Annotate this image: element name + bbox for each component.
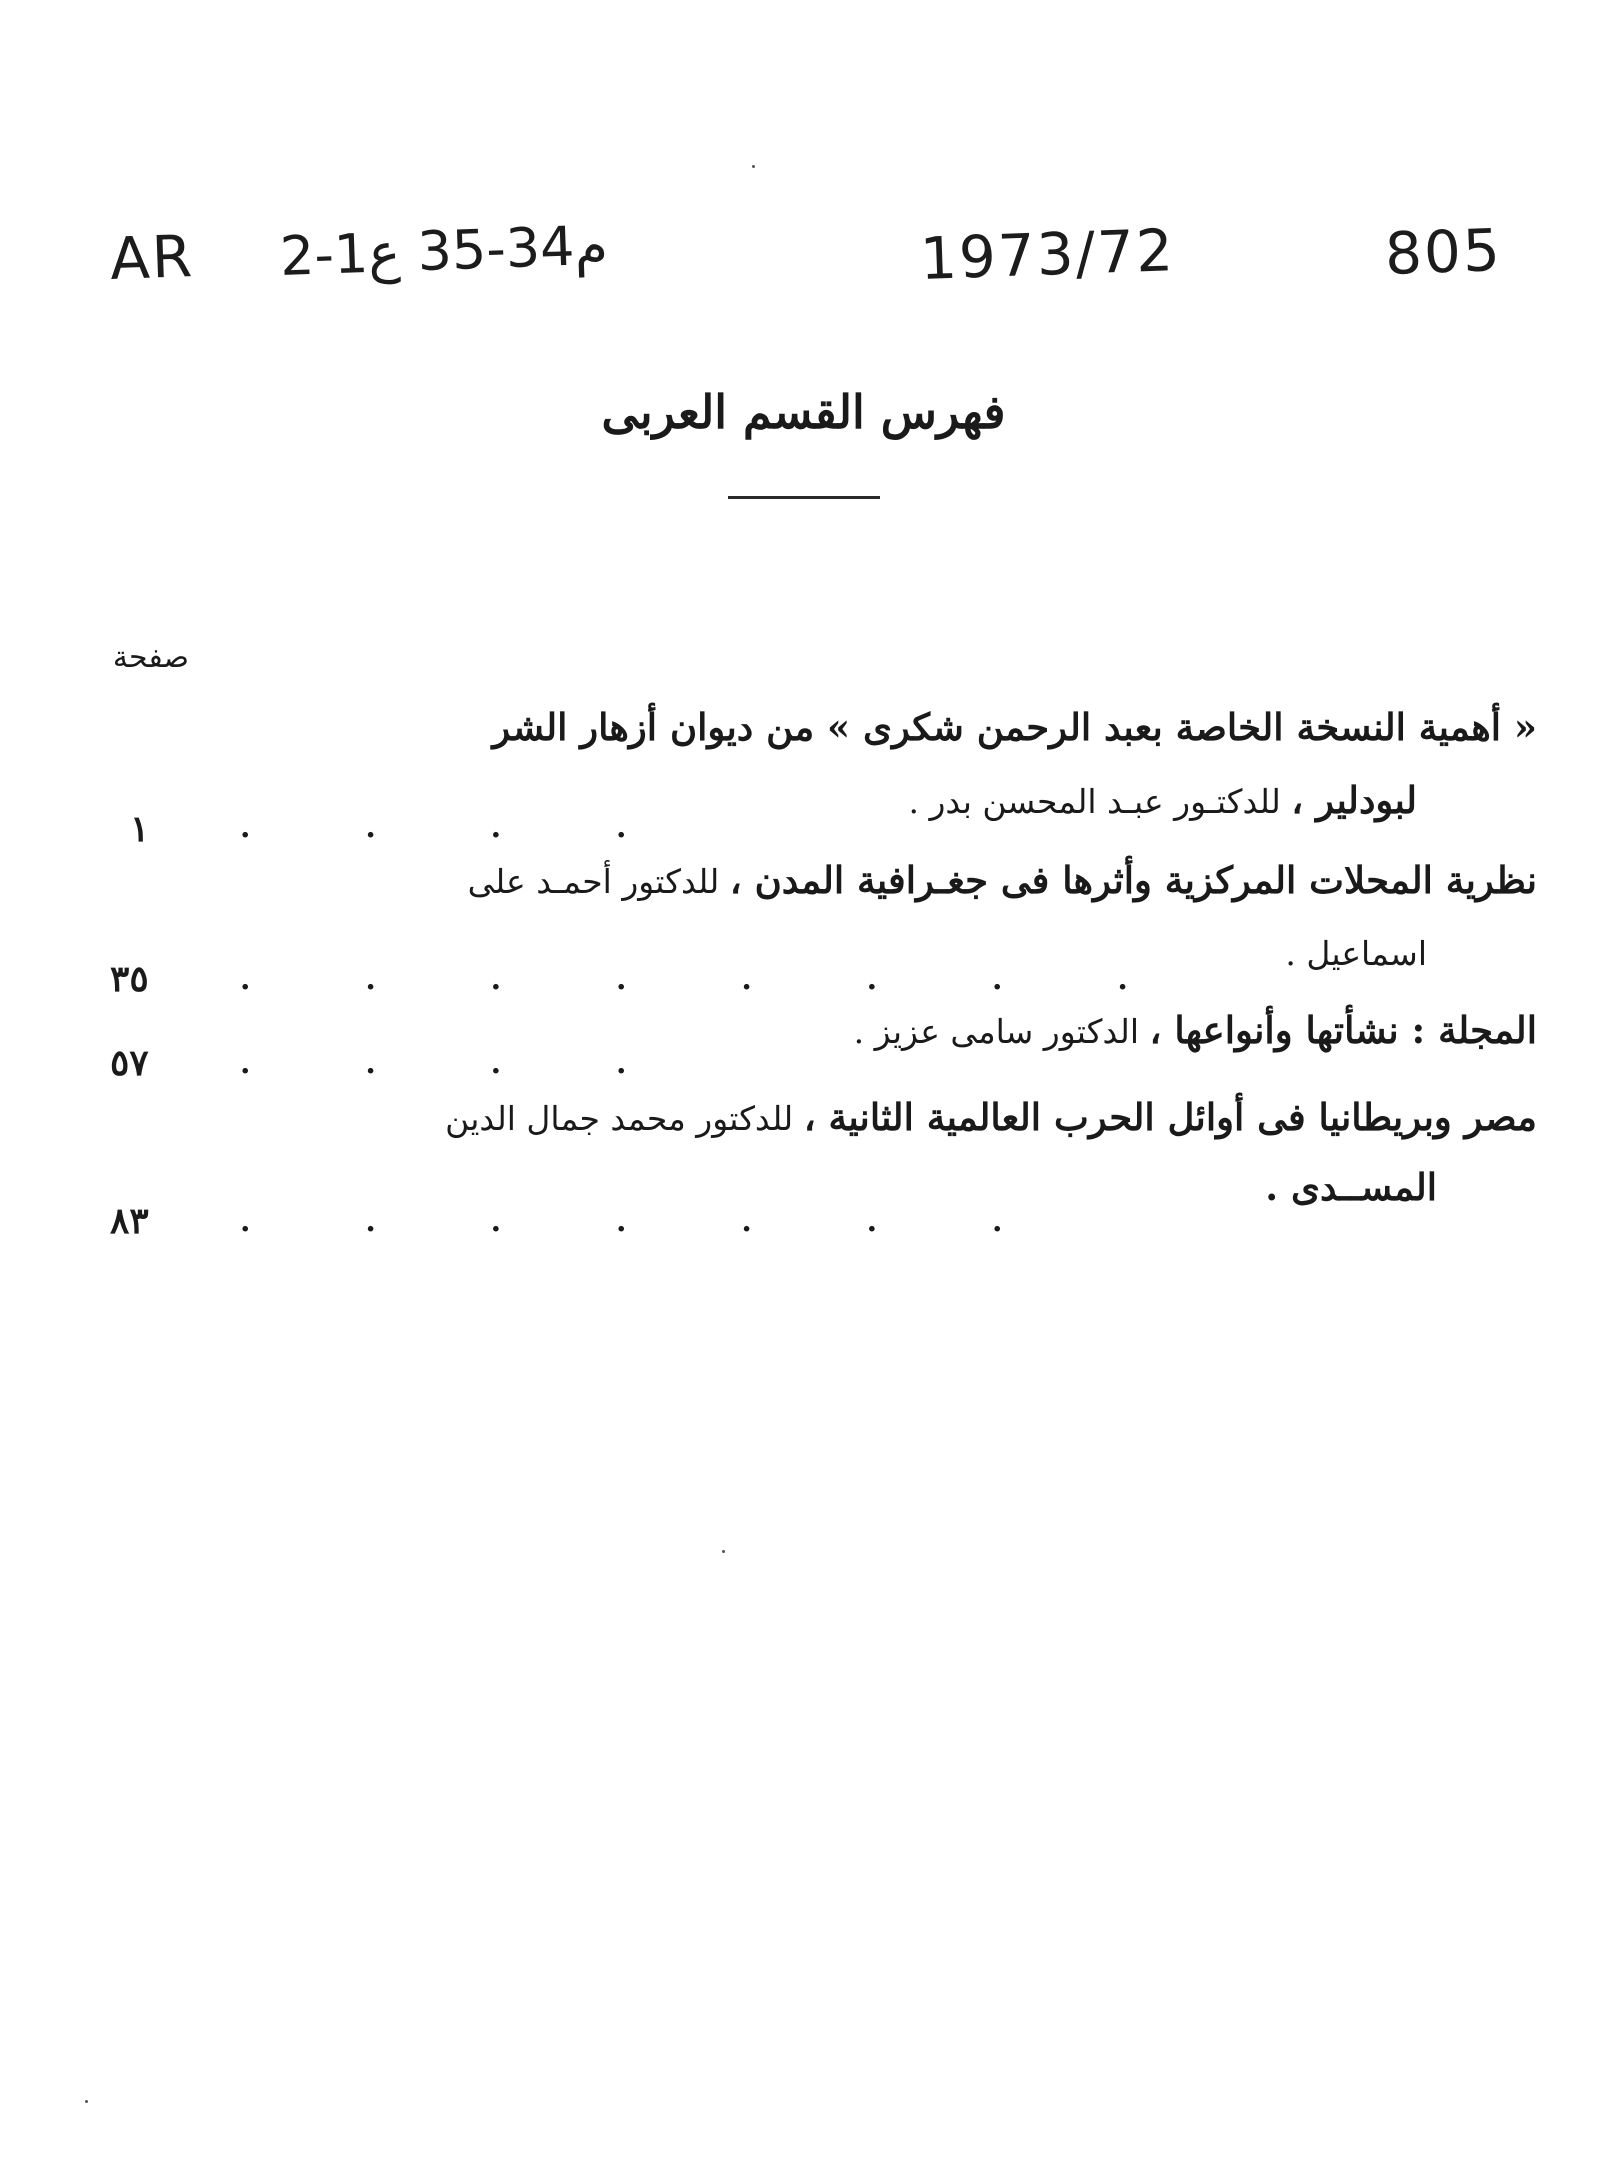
scan-speck xyxy=(722,1550,725,1553)
entry-2-page-number: ٣٥ xyxy=(110,958,149,1000)
handwritten-years: 1973/72 xyxy=(918,216,1176,293)
scan-speck xyxy=(85,2100,88,2103)
entry-1-leader-dots: . . . . xyxy=(240,810,627,845)
entry-3-title: المجلة : نشأتها وأنواعها ، xyxy=(1149,1008,1537,1052)
handwritten-number: 805 xyxy=(1383,215,1503,288)
page-column-label: صفحة xyxy=(112,640,189,675)
entry-4-author-part: للدكتور محمد جمال الدين xyxy=(445,1099,804,1138)
entry-4-line-2 xyxy=(1265,1165,1437,1209)
entry-2-author-part: للدكتور أحمـد على xyxy=(467,862,730,901)
entry-1-line-1 xyxy=(492,705,1537,749)
entry-4-leader-dots: . . . . . . . xyxy=(240,1204,1003,1239)
title-underline xyxy=(728,496,880,499)
entry-2-line-1 xyxy=(468,858,1537,902)
page-title: فهرس القسم العربى xyxy=(601,385,1006,439)
entry-3-author: الدكتور سامى عزيز . xyxy=(853,1012,1150,1051)
entry-3-leader-dots: . . . . xyxy=(240,1046,627,1081)
entry-1-title-end: لبودلير ، xyxy=(1291,778,1417,822)
entry-4-page-number: ٨٣ xyxy=(110,1200,149,1242)
entry-1-page-number: ١ xyxy=(130,808,150,850)
entry-1-title-part: « أهمية النسخة الخاصة بعبد الرحمن شكرى » من ديوان أزهار الشر xyxy=(492,705,1537,749)
entry-4-line-1 xyxy=(445,1095,1537,1139)
entry-4-title: مصر وبريطانيا فى أوائل الحرب العالمية الثانية ، xyxy=(803,1095,1537,1139)
scan-speck xyxy=(752,165,755,168)
entry-1-author: للدكتـور عبـد المحسن بدر . xyxy=(908,782,1292,821)
entry-1-line-2 xyxy=(908,778,1417,822)
entry-3-line-1 xyxy=(854,1008,1537,1052)
handwritten-volume-note: م34-35 ع1-2 xyxy=(278,213,609,288)
entry-2-leader-dots: . . . . . . . . xyxy=(240,962,1128,997)
handwritten-code: AR xyxy=(108,222,196,293)
entry-2-line-2 xyxy=(1285,930,1427,974)
entry-2-author-end: اسماعيل . xyxy=(1285,934,1427,973)
entry-3-page-number: ٥٧ xyxy=(110,1042,149,1084)
entry-4-author-end: المســدى . xyxy=(1265,1165,1437,1209)
entry-2-title: نظرية المحلات المركزية وأثرها فى جغـرافية المدن ، xyxy=(729,858,1537,902)
